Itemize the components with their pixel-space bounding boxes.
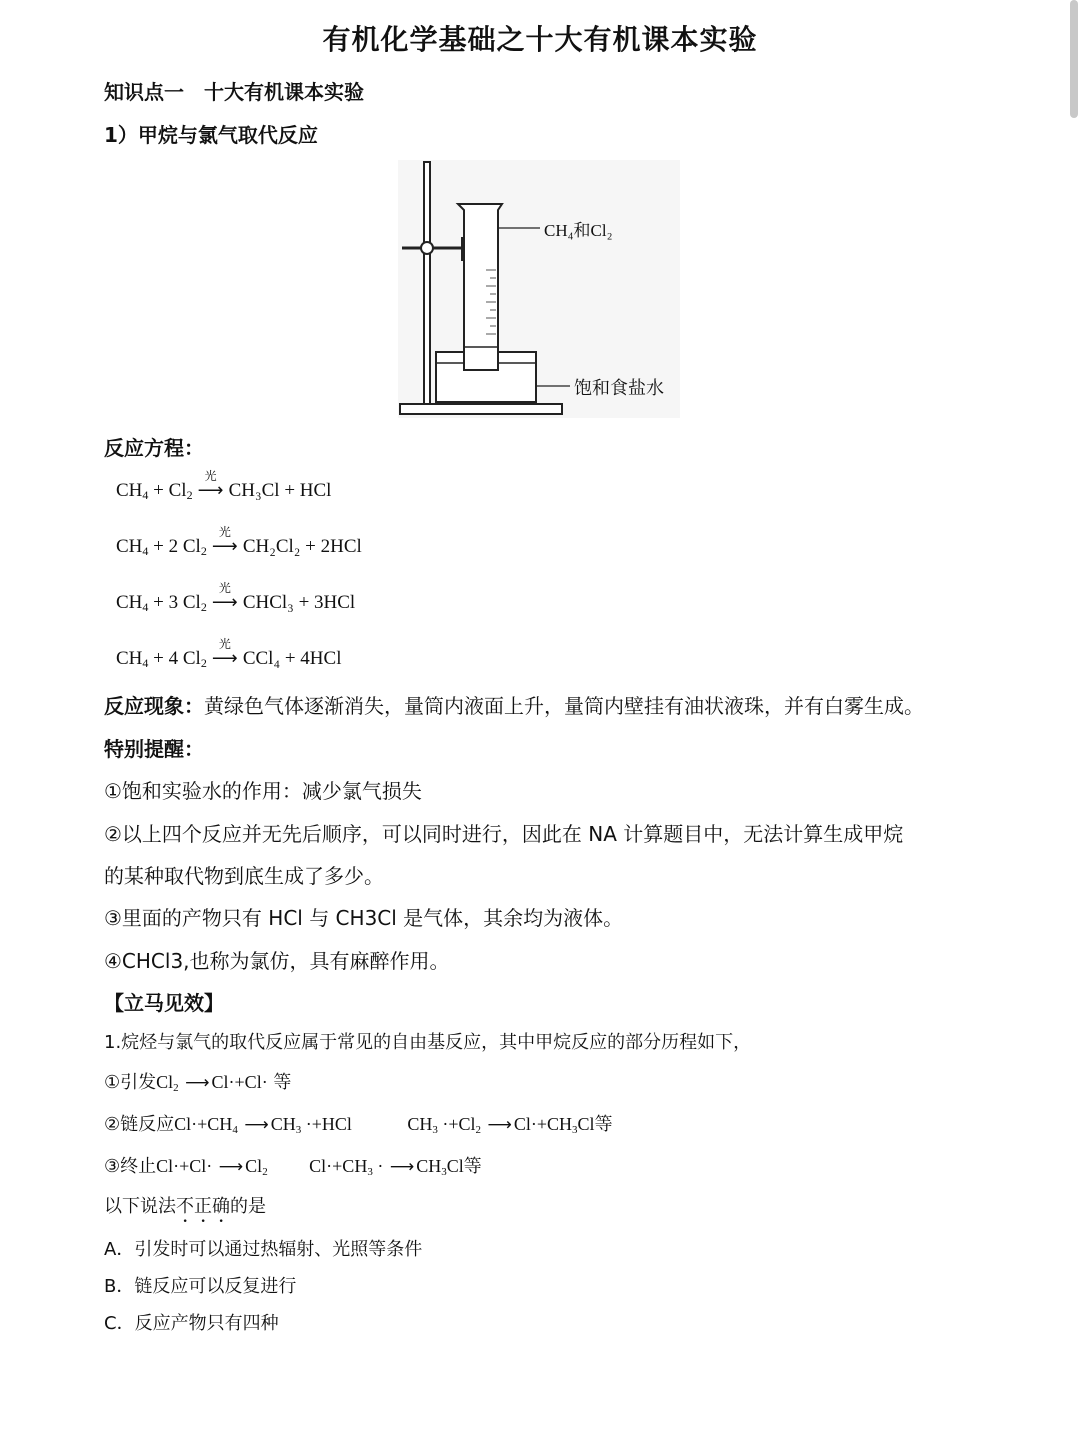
arrow-icon: 光 ⟶	[211, 637, 238, 669]
clamp-knob	[421, 242, 433, 254]
apparatus-figure	[398, 160, 680, 418]
reminder-heading: 特别提醒：	[104, 737, 204, 761]
equation-3: $CH_4 + 3$ $Cl_2$ 光 ⟶ CHCl₃ + 3HCl	[116, 581, 356, 614]
option-a: A．引发时可以通过热辐射、光照等条件	[104, 1239, 423, 1260]
arrow-icon: 光 ⟶	[211, 581, 238, 613]
experiment-heading: 1）甲烷与氯气取代反应	[104, 123, 318, 147]
question-intro: 1.烷烃与氯气的取代反应属于常见的自由基反应，其中甲烷反应的部分历程如下，	[104, 1032, 752, 1053]
equation-2: $CH_4 + 2$ $Cl_2$ 光 ⟶ CH₂Cl₂ + 2HCl	[116, 525, 362, 558]
label-saltwater: 饱和食盐水	[574, 378, 664, 399]
section-heading: 知识点一 十大有机课本实验	[104, 80, 364, 104]
option-c: C．反应产物只有四种	[104, 1313, 279, 1334]
step-initiation: ①引发$Cl_2$ ⟶ Cl·+Cl· 等	[104, 1072, 292, 1094]
reminder-4: ④CHCl3,也称为氯仿，具有麻醉作用。	[104, 949, 450, 973]
step-termination: ③终止Cl·+Cl· ⟶ $Cl_2$ $Cl\cdot+CH_3$ · ⟶ $CH_3Cl$等	[104, 1156, 482, 1178]
phenomenon-label: 反应现象：	[104, 694, 204, 718]
reminder-3: ③里面的产物只有 HCl 与 CH3Cl 是气体，其余均为液体。	[104, 906, 624, 930]
step-chain: ②链反应$Cl\cdot+CH_4$ ⟶ $CH_3 \cdot+HCl$ $CH_3 \cdot+Cl_2$ ⟶ $Cl\cdot+CH_3Cl$等	[104, 1114, 613, 1136]
stand-rod	[424, 162, 430, 404]
page-title: 有机化学基础之十大有机课本实验	[322, 23, 758, 56]
scrollbar-thumb[interactable]	[1070, 0, 1078, 118]
phenomenon-text: 黄绿色气体逐渐消失，量筒内液面上升，量筒内壁挂有油状液珠，并有白雾生成。	[204, 694, 924, 718]
reminder-1: ①饱和实验水的作用：减少氯气损失	[104, 779, 422, 803]
reminder-2-cont: 的某种取代物到底生成了多少。	[104, 864, 384, 888]
graduated-cylinder	[458, 204, 502, 370]
label-gas: CH₄和Cl₂	[544, 221, 613, 240]
practice-heading: 【立马见效】	[104, 991, 224, 1015]
stand-base	[400, 404, 562, 414]
arrow-icon: 光 ⟶	[197, 469, 224, 501]
equation-1: $CH_4 + Cl_2$ 光 ⟶ CH₃Cl + HCl	[116, 469, 332, 502]
reminder-2: ②以上四个反应并无先后顺序，可以同时进行，因此在 NA 计算题目中，无法计算生成甲烷	[104, 822, 904, 846]
arrow-icon: 光 ⟶	[211, 525, 238, 557]
question-prompt: 以下说法不正确的是	[104, 1196, 266, 1217]
phenomenon-line	[104, 690, 924, 719]
equations-heading: 反应方程：	[104, 436, 204, 460]
option-b: B．链反应可以反复进行	[104, 1276, 297, 1297]
equation-4: $CH_4 + 4$ $Cl_2$ 光 ⟶ CCl₄ + 4HCl	[116, 637, 342, 670]
